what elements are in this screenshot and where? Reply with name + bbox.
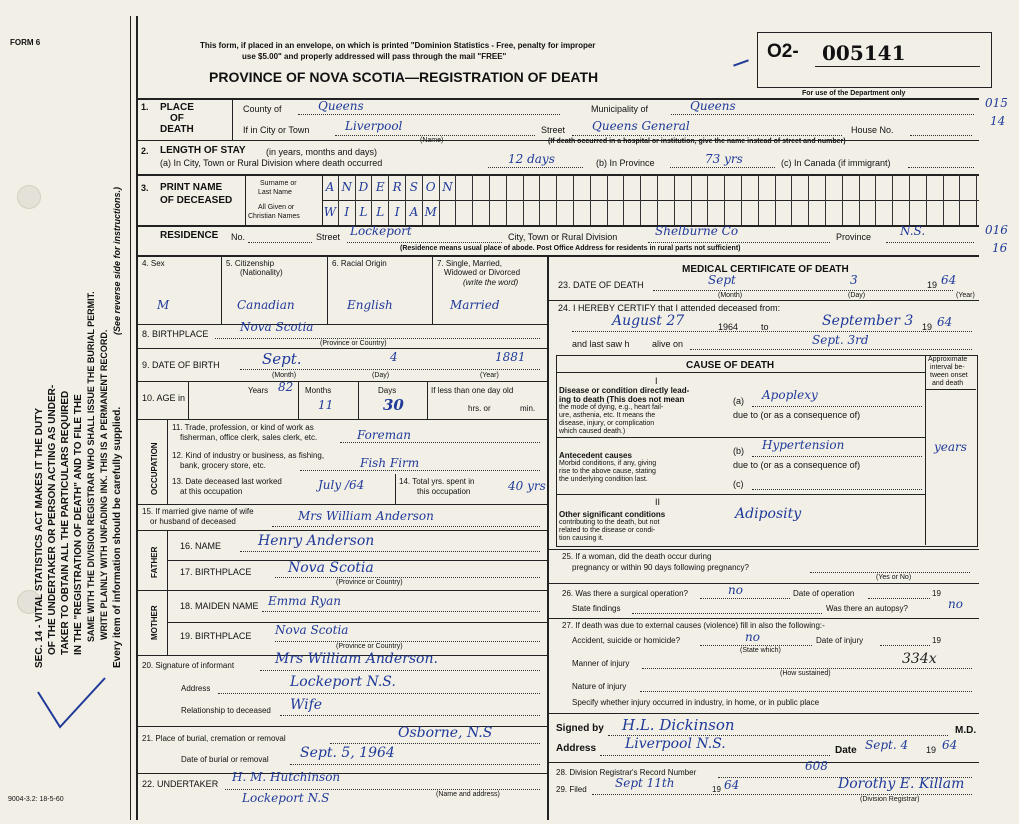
cause-of-death-heading: CAUSE OF DEATH [686, 360, 775, 371]
surgical-operation-value: no [728, 583, 743, 597]
letter-box: N [440, 175, 457, 200]
street-value: Queens General [592, 119, 690, 133]
letter-box: I [389, 200, 406, 225]
death-registration-form: FORM 6 SEC. 14 - VITAL STATISTICS ACT MAKES IT THE DUTY OF THE UNDERTAKER OR PERSON ACTING AS UNDER- TAKER TO OBTAIN ALL THE PARTICULARS REQUIRED IN THE "REGISTRATION OF DEATH" AND TO FILE THE SAME WITH THE DIVISION REGISTRAR WHO SHALL ISSUE THE BURIAL PERMIT. WRITE PLAINLY WITH UNFADING INK. THIS IS A PERMANENT RECORD. Every item of information should be carefully supplied. (See reverse side for instructions.) This form, if placed in an envelope, on which is printed "Dominion Statistics - Free, penalty for improper use $5.00" and properly addressed will pass through the mail "FREE" PROVINCE OF NOVA SCOTIA—REGISTRATION OF DEATH O2- 005141 For use of the Department only 015 14 016 16 1. PLACE OF DEATH County of Queens Municipality of Queens If in City or Town Liverpool (Name) Street Queens General House No. (If death occurred in a hospital or institution, give the name instead of street and number) 2. LENGTH OF STAY (in years, months and days) (a) In City, Town or Rural Division where death occurred 12 days (b) In Province 73 yrs (c) In Canada (if immigrant) 3. PRINT NAME OF DECEASED Surname or Last Name All Given or Christian Names A N D E R S O N W I L L I A M RESIDENCE No. Street Lockeport City, Town or Rural Division Shelburne Co Province N.S. (Residence means usual place of abode. Post Office Address for residents in rural parts not sufficient) 4. Sex 5. Citizenship (Nationality) 6. Racial Origin 7. Single, Married, Widowed or Divorced (write the word) M Canadian English Married 8. BIRTHPLACE Nova Scotia (Province or Country) 9. DATE OF BIRTH Sept. 4 1881 (Month) (Day) (Year) 10. AGE in Years 82 Months 11 Days 30 If less than one day old hrs. or min. OCCUPATION 11. Trade, profession, or kind of work as fisherman, office clerk, sales clerk, etc. Foreman 12. Kind of industry or business, as fishing, bank, grocery store, etc. Fish Firm 13. Date deceased last worked at this occupation July /64 14. Total yrs. spent in this occupation 40 yrs 15. If married give name of wife or husband of deceased Mrs William Anderson FATHER 16. NAME Henry Anderson 17. BIRTHPLACE Nova Scotia (Province or Country) MOTHER 18. MAIDEN NAME Emma Ryan 19. BIRTHPLACE Nova Scotia (Province or Country) 20. Signature of informant Mrs William Anderson. Address Lockeport N.S. Relationship to deceased Wife 21. Place of burial, cremation or removal Osborne, N.S Date of burial or removal Sept. 5, 1964 22. UNDERTAKER H. M. Hutchinson Lockeport N.S (Name and address) 9004-3.2: 18-5-60 MEDICAL CERTIFICATE OF DEATH 23. DATE OF DEATH Sept 3 19 64 (Month) (Day) (Year) 24. I HEREBY CERTIFY that I attended deceased from: August 27 1964 to September 3 19 64 and last saw h alive on Sept. 3rd CAUSE OF DEATH Approximate interval be- tween onset and death I Disease or condition directly lead- ing to death (This does not mean the mode of dying, e.g., heart fail- ure, asthenia, etc. It means the disease, injury, or complication which caused death.) (a) Apoplexy due to (or as a consequence of) Antecedent causes Morbid conditions, if any, giving rise to the above cause, stating the underlying condition last. (b) Hypertension years due to (or as a consequence of) (c) II Other significant conditions contributing to the death, but not related to the disease or condi- tion causing it. Adiposity 25. If a woman, did the death occur during pregnancy or within 90 days following pregnancy? (Yes or No) 26. Was there a surgical operation? no Date of operation 19 State findings Was there an autopsy? no 27. If death was due to external causes (violence) fill in also the following:- Accident, suicide or homicide? no Date of injury 19 (State which) Manner of injury 334x (How sustained) Nature of injury Specify whether injury occurred in industry, in home, or in public place Signed by H.L. Dickinson M.D. Address Liverpool N.S. Date Sept. 4 19 64 28. Division Registrar's Record Number 608 29. Filed Sept 11th 19 64 Dorothy E. Killam (Division Registrar) [0, 0, 1019, 824]
cause-b-value: Hypertension [762, 438, 845, 452]
pen-mark [733, 59, 749, 66]
letter-box [792, 200, 809, 225]
letter-box [843, 175, 860, 200]
letter-box [574, 175, 591, 200]
letter-box [557, 175, 574, 200]
stay-province-value: 73 yrs [705, 152, 743, 166]
side-instruction-7: Every item of information should be carefully supplied. [112, 406, 123, 668]
letter-box [540, 200, 557, 225]
letter-box [540, 175, 557, 200]
letter-box [910, 175, 927, 200]
letter-box [591, 200, 608, 225]
letter-box: S [406, 175, 423, 200]
side-instruction-8: (See reverse side for instructions.) [112, 186, 122, 335]
letter-box [876, 175, 893, 200]
certificate-year-value: 64 [942, 738, 958, 752]
letter-box [809, 175, 826, 200]
letter-box [708, 200, 725, 225]
letter-box [826, 200, 843, 225]
letter-box [456, 200, 473, 225]
letter-box [792, 175, 809, 200]
letter-box [776, 175, 793, 200]
father-name-value: Henry Anderson [258, 533, 375, 549]
accident-value: no [745, 630, 760, 644]
autopsy-value: no [948, 597, 963, 611]
county-value: Queens [318, 99, 364, 113]
letter-box [809, 200, 826, 225]
attended-from-value: August 27 [612, 313, 685, 329]
cause-a-value: Apoplexy [762, 388, 818, 402]
annotation-334x: 334x [902, 651, 937, 667]
mother-birthplace-value: Nova Scotia [275, 623, 349, 637]
letter-box [692, 200, 709, 225]
form-number: FORM 6 [10, 38, 41, 47]
letter-box [843, 200, 860, 225]
death-year-value: 64 [941, 273, 957, 287]
letter-box [524, 175, 541, 200]
letter-box [860, 200, 877, 225]
letter-box [826, 175, 843, 200]
side-instruction-5: SAME WITH THE DIVISION REGISTRAR WHO SHALL ISSUE THE BURIAL PERMIT. [86, 291, 96, 642]
dept-code-2: 14 [990, 114, 1006, 128]
burial-date-value: Sept. 5, 1964 [300, 745, 395, 761]
industry-value: Fish Firm [360, 456, 420, 470]
letter-box: O [423, 175, 440, 200]
physician-signature-value: H.L. Dickinson [622, 716, 735, 734]
notice-line-2: use $5.00" and properly addressed will pass through the mail "FREE" [242, 52, 507, 61]
check-mark-icon [20, 672, 110, 742]
notice-line-1: This form, if placed in an envelope, on which is printed "Dominion Statistics - Free, penalty for improper [200, 41, 596, 50]
letter-box: R [389, 175, 406, 200]
letter-box [473, 200, 490, 225]
side-instruction-6: WRITE PLAINLY WITH UNFADING INK. THIS IS A PERMANENT RECORD. [99, 329, 109, 640]
letter-box: L [372, 200, 389, 225]
letter-box: W [322, 200, 339, 225]
filed-year-value: 64 [724, 778, 740, 792]
death-day-value: 3 [850, 273, 858, 287]
attended-to-year-value: 64 [937, 315, 953, 329]
age-years-value: 82 [278, 380, 294, 394]
undertaker-address-value: Lockeport N.S [242, 791, 330, 805]
age-months-value: 11 [318, 398, 334, 412]
letter-box: I [339, 200, 356, 225]
letter-box [960, 200, 977, 225]
length-of-stay-label: LENGTH OF STAY [160, 145, 246, 156]
residence-province-value: N.S. [900, 224, 926, 238]
letter-box [658, 175, 675, 200]
last-saw-value: Sept. 3rd [812, 333, 869, 347]
letter-box: L [356, 200, 373, 225]
letter-box [675, 175, 692, 200]
registration-number: 005141 [822, 41, 906, 65]
letter-box [927, 200, 944, 225]
letter-box [708, 175, 725, 200]
letter-box [725, 200, 742, 225]
medical-certificate-heading: MEDICAL CERTIFICATE OF DEATH [682, 264, 849, 275]
residence-label: RESIDENCE [160, 230, 219, 241]
letter-box: A [406, 200, 423, 225]
letter-box [490, 200, 507, 225]
punch-hole [17, 185, 41, 209]
filed-date-value: Sept 11th [615, 776, 675, 790]
residence-city-value: Shelburne Co [655, 224, 739, 238]
letter-box [608, 175, 625, 200]
letter-box [759, 200, 776, 225]
stay-city-value: 12 days [508, 152, 555, 166]
sex-value: M [157, 298, 170, 312]
department-use-label: For use of the Department only [802, 90, 906, 97]
side-instruction-2: OF THE UNDERTAKER OR PERSON ACTING AS UNDER- [47, 384, 58, 655]
side-instruction-1: SEC. 14 - VITAL STATISTICS ACT MAKES IT THE DUTY [34, 407, 45, 668]
registration-prefix: O2- [767, 41, 799, 62]
letter-box [675, 200, 692, 225]
letter-box [927, 175, 944, 200]
letter-box: M [423, 200, 440, 225]
letter-box [624, 175, 641, 200]
dob-day-value: 4 [390, 350, 398, 364]
letter-box [759, 175, 776, 200]
dept-code-4: 16 [992, 241, 1008, 255]
years-in-occupation-value: 40 yrs [508, 479, 546, 493]
form-code: 9004-3.2: 18-5-60 [8, 796, 64, 803]
letter-box [893, 175, 910, 200]
letter-box [742, 175, 759, 200]
dept-code-1: 015 [985, 96, 1008, 110]
informant-address-value: Lockeport N.S. [290, 674, 396, 690]
letter-box [608, 200, 625, 225]
letter-box [624, 200, 641, 225]
letter-box [574, 200, 591, 225]
marital-status-value: Married [450, 298, 500, 312]
dob-year-value: 1881 [495, 350, 526, 364]
attended-to-value: September 3 [822, 313, 914, 329]
division-registrar-signature-value: Dorothy E. Killam [838, 776, 965, 792]
letter-box [507, 175, 524, 200]
age-days-value: 30 [383, 396, 404, 414]
letter-box [742, 200, 759, 225]
letter-box: A [322, 175, 339, 200]
letter-box [473, 175, 490, 200]
undertaker-name-value: H. M. Hutchinson [232, 770, 341, 784]
letter-box: E [372, 175, 389, 200]
side-instruction-3: TAKER TO OBTAIN ALL THE PARTICULARS REQUIRED [60, 390, 71, 655]
side-instruction-4: IN THE "REGISTRATION OF DEATH" AND TO FILE THE [73, 394, 84, 655]
letter-box [507, 200, 524, 225]
form-title: PROVINCE OF NOVA SCOTIA—REGISTRATION OF DEATH [209, 69, 599, 85]
place-of-death-label: PLACE [160, 102, 194, 113]
letter-box [557, 200, 574, 225]
last-worked-value: July /64 [318, 478, 365, 492]
letter-box [440, 200, 457, 225]
letter-box [524, 200, 541, 225]
birthplace-value: Nova Scotia [240, 320, 314, 334]
letter-box [456, 175, 473, 200]
occupation-value: Foreman [357, 428, 411, 442]
certificate-date-value: Sept. 4 [865, 738, 909, 752]
letter-box [490, 175, 507, 200]
relationship-value: Wife [290, 697, 323, 713]
letter-box [658, 200, 675, 225]
letter-box [776, 200, 793, 225]
informant-signature-value: Mrs William Anderson. [275, 651, 438, 667]
letter-box [893, 200, 910, 225]
letter-box: D [356, 175, 373, 200]
letter-box [591, 175, 608, 200]
municipality-value: Queens [690, 99, 736, 113]
citizenship-value: Canadian [237, 298, 295, 312]
spouse-name-value: Mrs William Anderson [298, 509, 434, 523]
burial-place-value: Osborne, N.S [398, 725, 493, 741]
letter-box [944, 200, 961, 225]
letter-box [944, 175, 961, 200]
dob-month-value: Sept. [262, 350, 302, 368]
letter-box [641, 175, 658, 200]
letter-box [725, 175, 742, 200]
physician-address-value: Liverpool N.S. [625, 736, 726, 752]
letter-box [692, 175, 709, 200]
city-value: Liverpool [345, 119, 403, 133]
other-conditions-value: Adiposity [735, 506, 802, 522]
mother-maiden-name-value: Emma Ryan [268, 594, 341, 608]
residence-street-value: Lockeport [350, 224, 412, 238]
letter-box [910, 200, 927, 225]
death-month-value: Sept [708, 273, 736, 287]
letter-box [876, 200, 893, 225]
print-name-label: PRINT NAME [160, 182, 223, 193]
dept-code-3: 016 [985, 223, 1008, 237]
father-birthplace-value: Nova Scotia [288, 560, 374, 576]
letter-box: N [339, 175, 356, 200]
registrar-record-number-value: 608 [805, 759, 828, 773]
letter-box [960, 175, 977, 200]
letter-box [860, 175, 877, 200]
racial-origin-value: English [347, 298, 393, 312]
cause-b-interval-value: years [934, 440, 967, 454]
letter-box [641, 200, 658, 225]
